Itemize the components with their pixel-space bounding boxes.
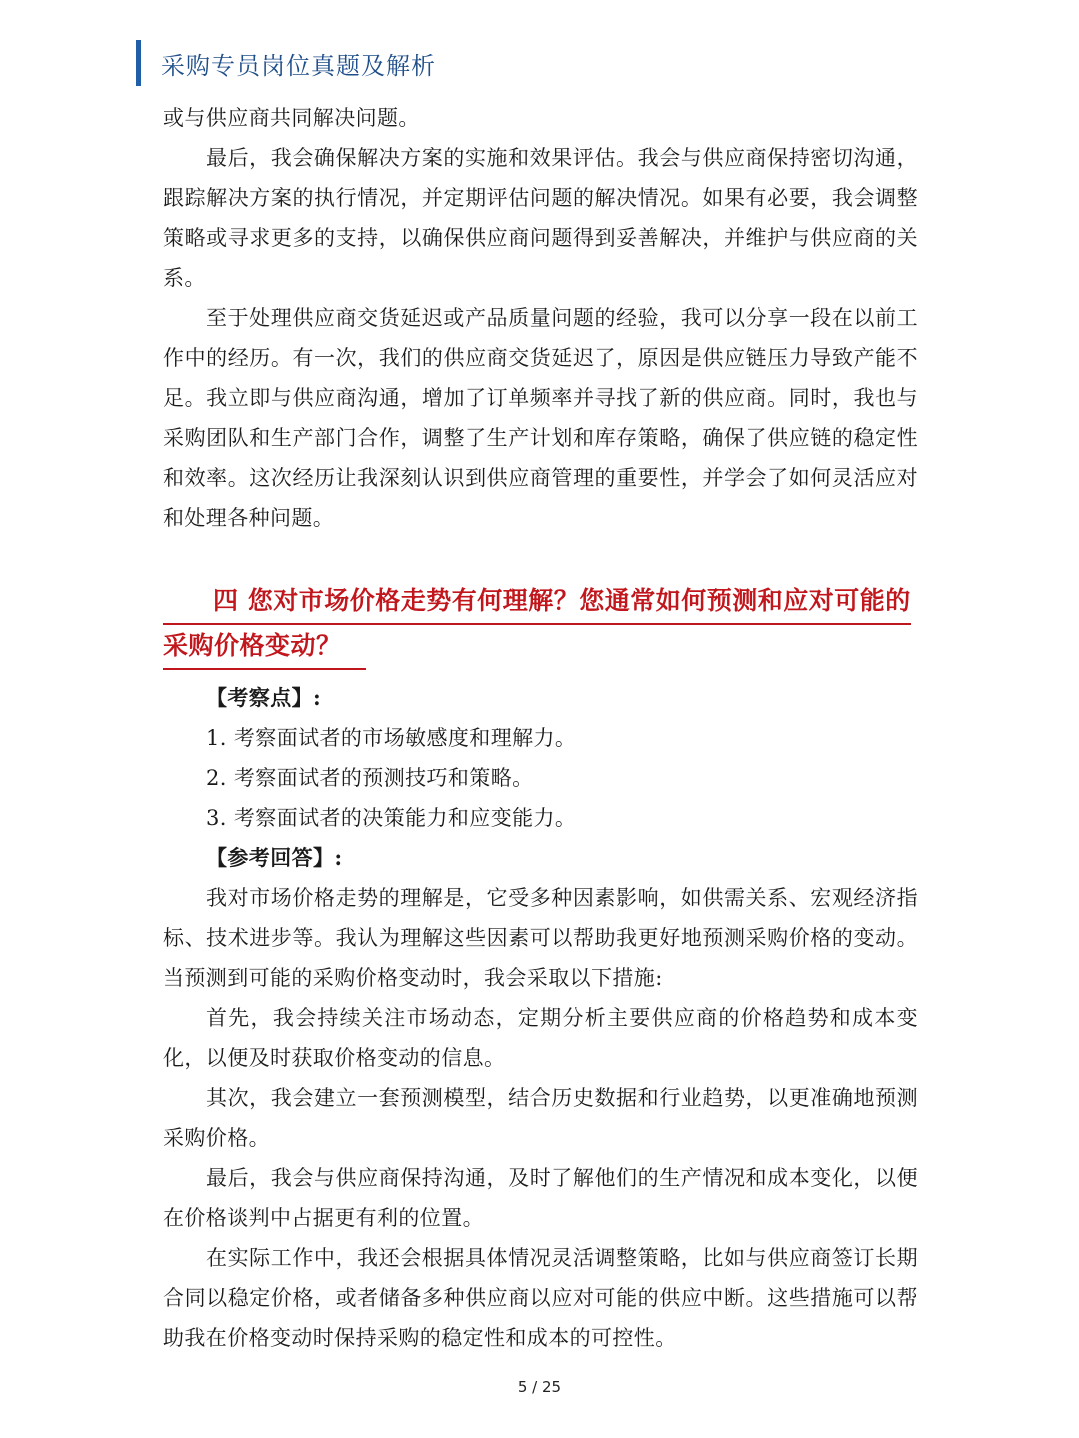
- page-content: [163, 98, 918, 1358]
- answer-paragraph: 其次，我会建立一套预测模型，结合历史数据和行业趋势，以更准确地预测采购价格。: [163, 1086, 918, 1150]
- answer-paragraph: 最后，我会与供应商保持沟通，及时了解他们的生产情况和成本变化，以便在价格谈判中占据更有利的位置。: [163, 1166, 918, 1230]
- page-number: 5 / 25: [517, 1378, 562, 1396]
- answer-label: 【参考回答】:: [206, 845, 343, 870]
- document-header: [136, 40, 436, 86]
- paragraph-continuation: 或与供应商共同解决问题。: [163, 106, 420, 130]
- exam-point-item: 1. 考察面试者的市场敏感度和理解力。: [206, 726, 577, 750]
- answer-paragraph: 在实际工作中，我还会根据具体情况灵活调整策略，比如与供应商签订长期合同以稳定价格，或者储备多种供应商以应对可能的供应中断。这些措施可以帮助我在价格变动时保持采购的稳定性和成本的可控性。: [163, 1246, 918, 1350]
- paragraph: 最后，我会确保解决方案的实施和效果评估。我会与供应商保持密切沟通，跟踪解决方案的执行情况，并定期评估问题的解决情况。如果有必要，我会调整策略或寻求更多的支持，以确保供应商问题得到妥善解决，并维护与供应商的关系。: [163, 146, 918, 290]
- document-title: 采购专员岗位真题及解析: [161, 51, 436, 80]
- section-heading-line-2: 采购价格变动？: [163, 625, 366, 670]
- exam-point-item: 3. 考察面试者的决策能力和应变能力。: [206, 806, 577, 830]
- paragraph: 至于处理供应商交货延迟或产品质量问题的经验，我可以分享一段在以前工作中的经历。有一次，我们的供应商交货延迟了，原因是供应链压力导致产能不足。我立即与供应商沟通，增加了订单频率并寻找了新的供应商。同时，我也与采购团队和生产部门合作，调整了生产计划和库存策略，确保了供应链的稳定性和效率。这次经历让我深刻认识到供应商管理的重要性，并学会了如何灵活应对和处理各种问题。: [163, 306, 918, 530]
- section-heading-line-1: 四 您对市场价格走势有何理解？您通常如何预测和应对可能的: [163, 580, 911, 625]
- exam-points-label: 【考察点】:: [206, 685, 322, 710]
- section-heading: [163, 580, 918, 670]
- exam-point-item: 2. 考察面试者的预测技巧和策略。: [206, 766, 534, 790]
- answer-paragraph: 我对市场价格走势的理解是，它受多种因素影响，如供需关系、宏观经济指标、技术进步等。我认为理解这些因素可以帮助我更好地预测采购价格的变动。当预测到可能的采购价格变动时，我会采取以下措施:: [163, 886, 918, 990]
- answer-paragraph: 首先，我会持续关注市场动态，定期分析主要供应商的价格趋势和成本变化，以便及时获取价格变动的信息。: [163, 1006, 918, 1070]
